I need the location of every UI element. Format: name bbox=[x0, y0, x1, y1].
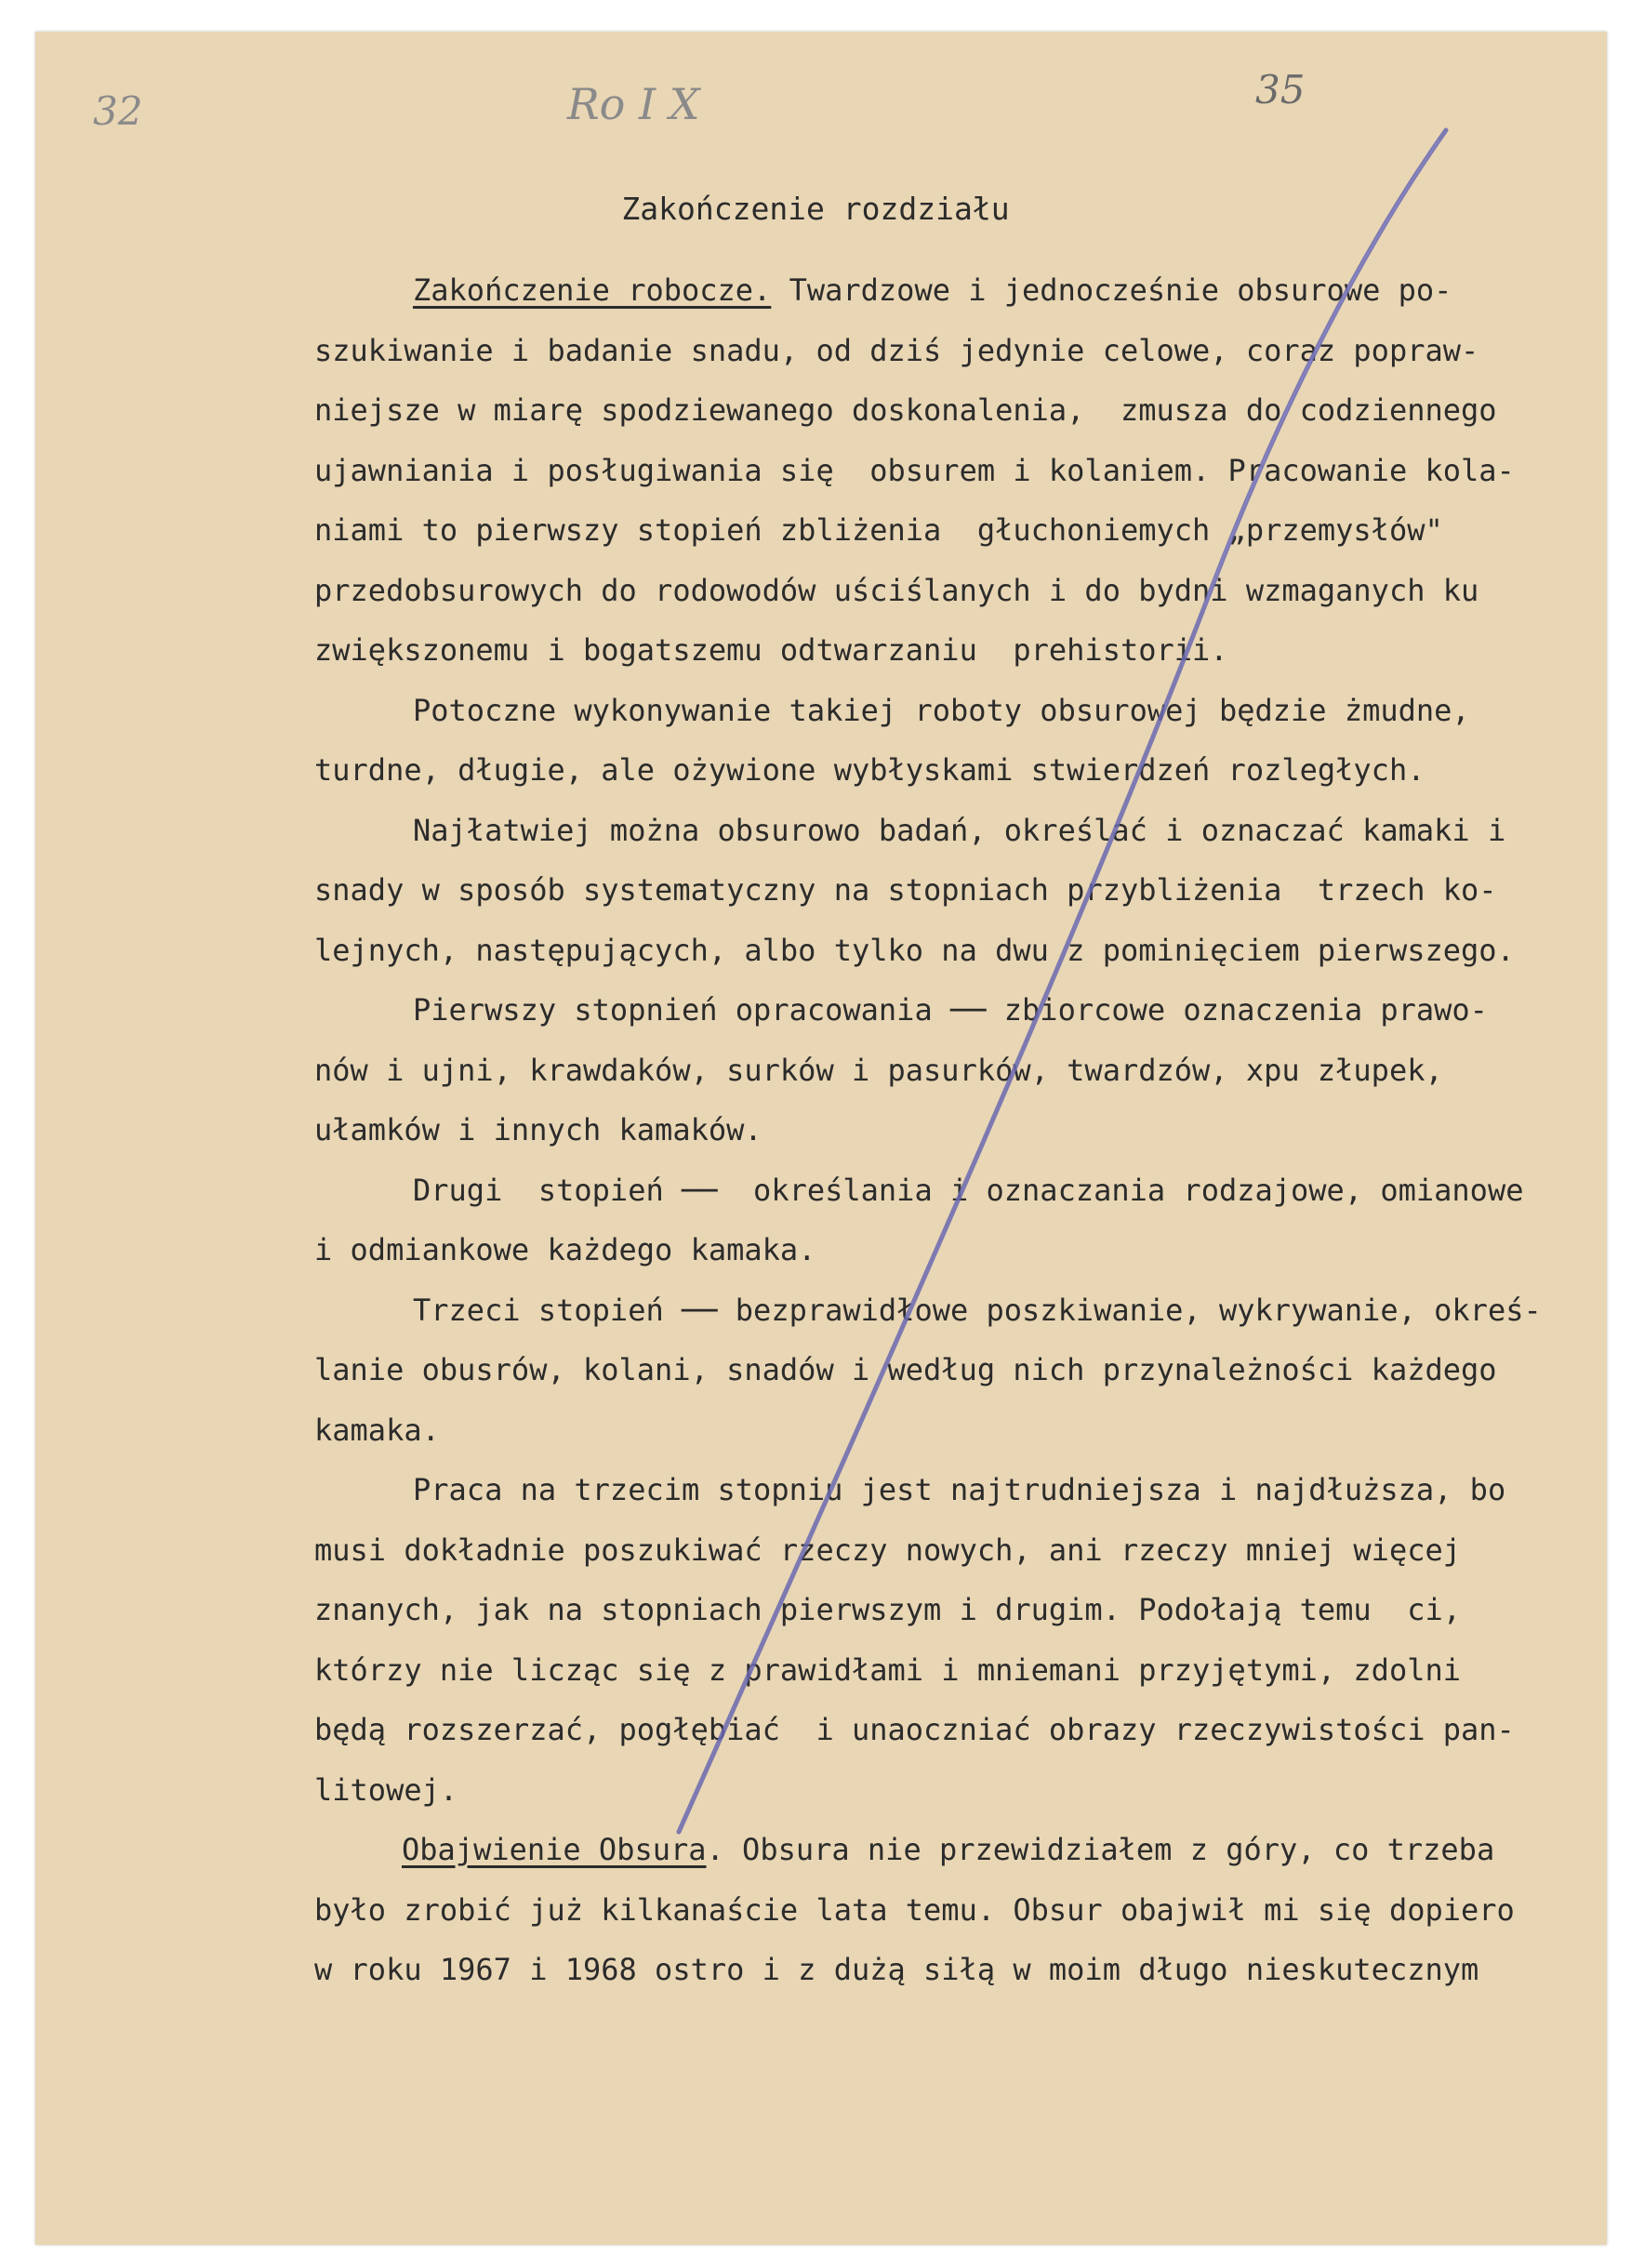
line-text: nów i ujni, krawdaków, surków i pasurków, twardzów, xpu złupek, bbox=[314, 1052, 1443, 1088]
line-text: Pierwszy stopnień opracowania ── zbiorcowe oznaczenia prawo- bbox=[413, 992, 1488, 1028]
line-text: Twardzowe i jednocześnie obsurowe po- bbox=[771, 272, 1452, 308]
line-text: i odmiankowe każdego kamaka. bbox=[314, 1232, 816, 1267]
line-text: Drugi stopień ── określania i oznaczania rodzajowe, omianowe bbox=[413, 1172, 1524, 1208]
line-text: musi dokładnie poszukiwać rzeczy nowych, ani rzeczy mniej więcej bbox=[314, 1532, 1461, 1568]
line-text: będą rozszerzać, pogłębiać i unaoczniać obrazy rzeczywistości pan- bbox=[314, 1712, 1515, 1747]
underlined-section-heading: Obajwienie Obsura bbox=[402, 1832, 707, 1867]
line-text: Praca na trzecim stopniu jest najtrudniejsza i najdłuższa, bo bbox=[413, 1472, 1506, 1507]
underlined-section-heading: Zakończenie robocze. bbox=[413, 272, 772, 308]
line-text: niejsze w miarę spodziewanego doskonalenia, zmusza do codziennego bbox=[314, 392, 1497, 428]
handwritten-page-number-right: 35 bbox=[1255, 67, 1306, 113]
handwritten-reference-mark: Ro I X bbox=[567, 79, 700, 129]
line-text: niami to pierwszy stopień zbliżenia głuchoniemych „przemysłów" bbox=[314, 512, 1443, 548]
line-text: ułamków i innych kamaków. bbox=[314, 1112, 762, 1147]
line-text: kamaka. bbox=[314, 1412, 440, 1448]
line-text: szukiwanie i badanie snadu, od dziś jedynie celowe, coraz popraw- bbox=[314, 332, 1479, 368]
line-text: przedobsurowych do rodowodów uściślanych i do bydni wzmaganych ku bbox=[314, 572, 1479, 608]
line-text: znanych, jak na stopniach pierwszym i drugim. Podołają temu ci, bbox=[314, 1592, 1461, 1627]
line-text: którzy nie licząc się z prawidłami i mniemani przyjętymi, zdolni bbox=[314, 1651, 1461, 1688]
line-text: snady w sposób systematyczny na stopniach przybliżenia trzech ko- bbox=[314, 872, 1497, 908]
line-text: lanie obusrów, kolani, snadów i według nich przynależności każdego bbox=[314, 1352, 1497, 1387]
line-text: ujawniania i posługiwania się obsurem i kolaniem. Pracowanie kola- bbox=[314, 452, 1515, 488]
line-text: było zrobić już kilkanaście lata temu. Obsur obajwił mi się dopiero bbox=[314, 1891, 1515, 1928]
line-text: Najłatwiej można obsurowo badań, określać i oznaczać kamaki i bbox=[413, 812, 1506, 848]
line-text: lejnych, następujących, albo tylko na dwu z pominięciem pierwszego. bbox=[314, 932, 1515, 968]
line-text: . Obsura nie przewidziałem z góry, co trzeba bbox=[706, 1832, 1495, 1867]
line-text: turdne, długie, ale ożywione wybłyskami stwierdzeń rozległych. bbox=[314, 752, 1425, 788]
chapter-ending-title: Zakończenie rozdziału bbox=[621, 191, 1010, 227]
line-text: Potoczne wykonywanie takiej roboty obsurowej będzie żmudne, bbox=[413, 692, 1470, 728]
handwritten-page-number-left: 32 bbox=[93, 88, 143, 134]
line-text: Trzeci stopień ── bezprawidłowe poszkiwanie, wykrywanie, okreś- bbox=[413, 1292, 1542, 1328]
line-text: zwiększonemu i bogatszemu odtwarzaniu prehistorii. bbox=[314, 632, 1228, 668]
line-text: litowej. bbox=[314, 1771, 458, 1808]
line-text: w roku 1967 i 1968 ostro i z dużą siłą w moim długo nieskutecznym bbox=[314, 1952, 1479, 1987]
